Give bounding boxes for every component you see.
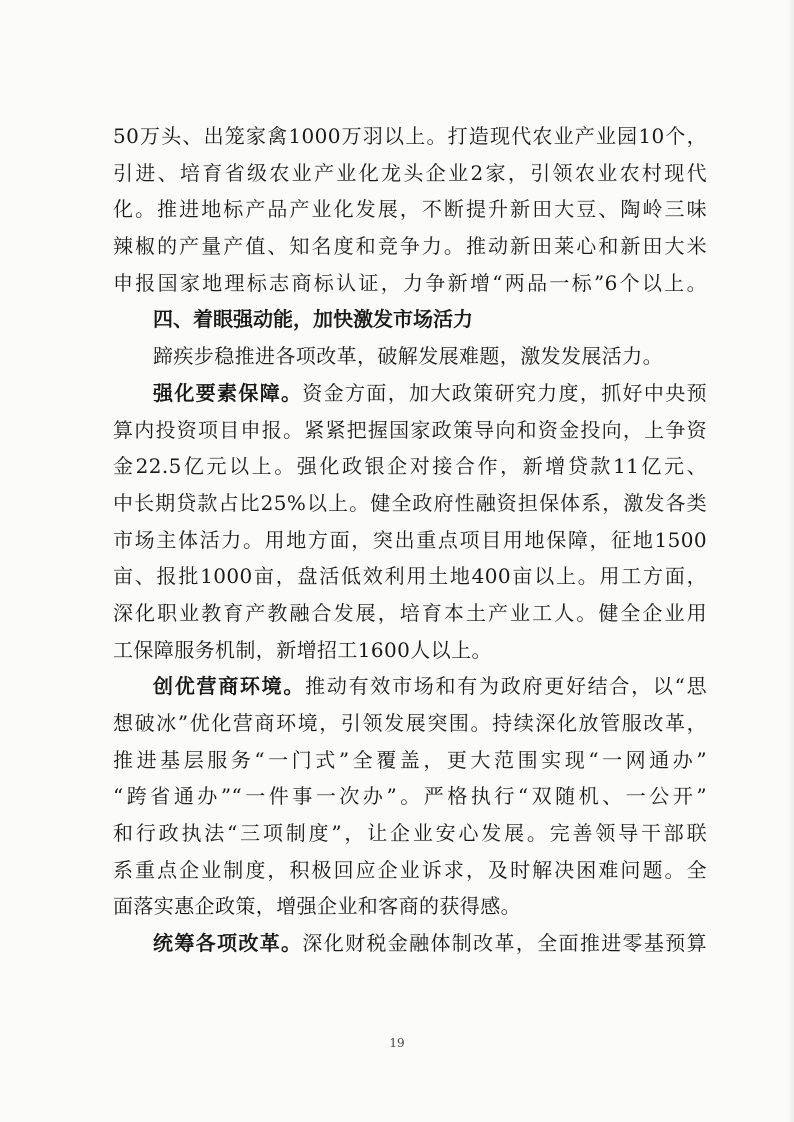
- text-line: 亩、报批1000亩，盘活低效利用土地400亩以上。用工方面，: [113, 564, 707, 589]
- paragraph-agriculture: [113, 118, 707, 301]
- text-line: 申报国家地理标志商标认证，力争新增“两品一标”6个以上。: [113, 270, 707, 295]
- paragraph-keyword: 统筹各项改革。: [153, 931, 303, 956]
- text-fragment: 资金方面，加大政策研究力度，抓好中央预: [302, 380, 707, 405]
- text-line: 金22.5亿元以上。强化政银企对接合作，新增贷款11亿元、: [113, 454, 707, 479]
- paragraph-factor-guarantee: [113, 375, 707, 669]
- text-line: 深化职业教育产教融合发展，培育本土产业工人。健全企业用: [113, 600, 707, 625]
- body-text: [113, 118, 707, 962]
- section-intro: 蹄疾步稳推进各项改革，破解发展难题，激发发展活力。: [153, 344, 663, 369]
- scan-edge-shadow: [788, 0, 794, 1122]
- text-line: 想破冰”优化营商环境，引领发展突围。持续深化放管服改革，: [113, 711, 707, 735]
- text-line: [113, 925, 707, 962]
- text-line: [113, 375, 707, 412]
- text-line: “跨省通办”“一件事一次办”。严格执行“双随机、一公开”: [113, 784, 707, 809]
- text-line: 算内投资项目申报。紧紧把握国家政策导向和资金投向，上争资: [113, 417, 707, 442]
- text-line: 系重点企业制度，积极回应企业诉求，及时解决困难问题。全: [113, 857, 707, 882]
- text-line: 工保障服务机制，新增招工1600人以上。: [113, 637, 492, 662]
- text-fragment: 推动有效市场和有为政府更好结合，以“思: [305, 674, 707, 699]
- text-fragment: 深化财税金融体制改革，全面推进零基预算: [302, 931, 707, 956]
- text-line: 化。推进地标产品产业化发展，不断提升新田大豆、陶岭三味: [113, 197, 707, 222]
- text-line: 中长期贷款占比25%以上。健全政府性融资担保体系，激发各类: [113, 490, 707, 515]
- paragraph-keyword: 强化要素保障。: [153, 380, 303, 405]
- text-line: 市场主体活力。用地方面，突出重点项目用地保障，征地1500: [113, 527, 707, 552]
- paragraph-reforms: [113, 925, 707, 962]
- page-number: 19: [389, 1036, 405, 1050]
- text-line: 面落实惠企政策，增强企业和客商的获得感。: [113, 894, 521, 919]
- text-line: 推进基层服务“一门式”全覆盖，更大范围实现“一网通办”: [113, 747, 707, 772]
- section-heading: 四、着眼强动能，加快激发市场活力: [153, 307, 473, 332]
- text-line: 引进、培育省级农业产业化龙头企业2家，引领农业农村现代: [113, 160, 707, 185]
- text-line: [113, 668, 707, 705]
- paragraph-business-environment: [113, 668, 707, 925]
- text-line: 和行政执法“三项制度”，让企业安心发展。完善领导干部联: [113, 821, 707, 846]
- paragraph-keyword: 创优营商环境。: [153, 674, 306, 699]
- text-line: 50万头、出笼家禽1000万羽以上。打造现代农业产业园10个，: [113, 124, 707, 148]
- text-line: 辣椒的产量产值、知名度和竞争力。推动新田莱心和新田大米: [113, 234, 707, 259]
